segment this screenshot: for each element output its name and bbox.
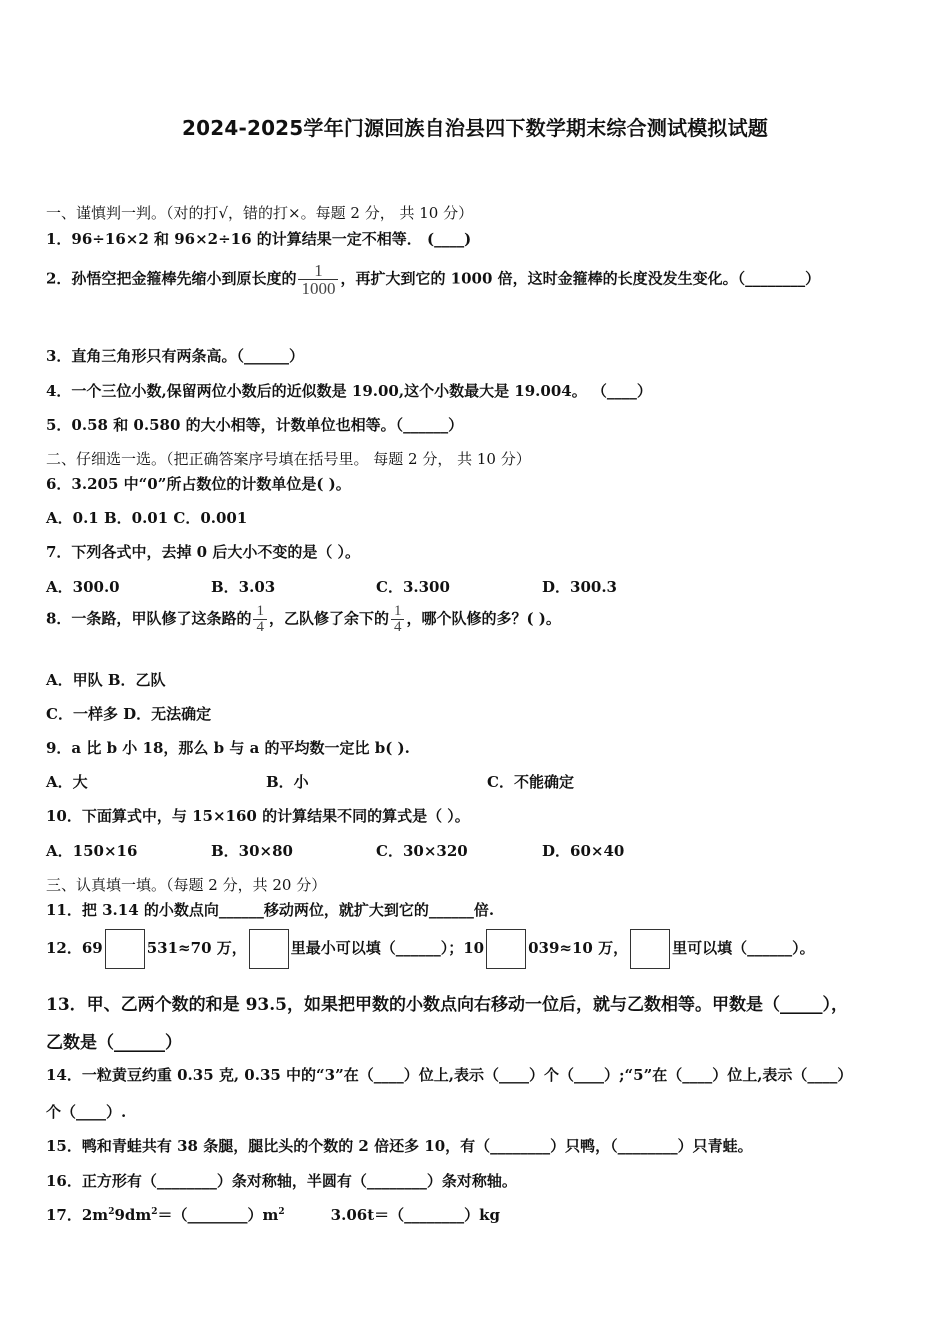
question-13-line-1: 13．甲、乙两个数的和是 93.5，如果把甲数的小数点向右移动一位后，就与乙数相等。甲数是（_____）， [46,995,848,1015]
fraction-numerator: 1 [298,262,338,280]
question-2 [46,262,820,297]
fraction-1-over-1000 [298,262,338,297]
page-title: 2024-2025学年门源回族自治县四下数学期末综合测试模拟试题 [181,116,769,140]
q17-part3: ＝（________）m [157,1206,279,1224]
q9-option-b: B．小 [266,773,309,791]
q8-options-1: A．甲队 B．乙队 [46,671,166,689]
section-2-heading: 二、仔细选一选。（把正确答案序号填在括号里。 每题 2 分， 共 10 分） [46,450,531,468]
question-15: 15．鸭和青蛙共有 38 条腿，腿比头的个数的 2 倍还多 10，有（________）只鸭，（________）只青蛙。 [46,1137,753,1155]
section-3-heading: 三、认真填一填。（每题 2 分，共 20 分） [46,876,327,894]
q10-option-d: D．60×40 [542,842,625,860]
fraction-numerator: 1 [391,604,405,620]
question-4: 4．一个三位小数,保留两位小数后的近似数是 19.00,这个小数最大是 19.004。 （____） [46,382,652,400]
q7-option-a: A．300.0 [46,578,120,596]
q17-part1: 17．2m [46,1206,109,1224]
question-9: 9．a 比 b 小 18，那么 b 与 a 的平均数一定比 b( ). [46,739,410,757]
superscript: 2 [278,1207,285,1217]
q12-part1: 12．69 [46,939,103,957]
question-1: 1．96÷16×2 和 96×2÷16 的计算结果一定不相等． (____) [46,230,472,248]
fraction-denominator: 4 [256,619,264,635]
fraction-1-over-4 [391,604,405,635]
question-8-middle: ，乙队修了余下的 [268,609,389,628]
q9-option-a: A．大 [46,773,88,791]
question-12 [46,929,815,969]
q7-option-d: D．300.3 [542,578,617,596]
question-10: 10．下面算式中，与 15×160 的计算结果不同的算式是（ ）。 [46,807,470,825]
question-2-before: 2．孙悟空把金箍棒先缩小到原长度的 [46,269,297,288]
question-11: 11．把 3.14 的小数点向______移动两位，就扩大到它的______倍. [46,901,495,919]
q17-part4: 3.06t＝（________）kg [330,1206,500,1224]
question-8 [46,604,561,635]
fraction-denominator: 4 [393,619,402,635]
question-14-line-2: 个（____）. [46,1103,127,1121]
question-6: 6．3.205 中“0”所占数位的计数单位是( )。 [46,475,351,493]
fraction-denominator: 1000 [301,279,336,298]
question-8-before: 8．一条路，甲队修了这条路的 [46,609,252,628]
superscript: 2 [151,1207,158,1217]
q7-option-b: B．3.03 [211,578,276,596]
fraction-1-over-4 [253,604,267,635]
question-6-options: A．0.1 B．0.01 C．0.001 [46,509,248,527]
question-13-line-2: 乙数是（______） [46,1033,182,1053]
q10-option-b: B．30×80 [211,842,293,860]
q10-option-a: A．150×16 [46,842,138,860]
q12-part3: 里最小可以填（______）；10 [290,939,485,957]
question-16: 16．正方形有（________）条对称轴，半圆有（________）条对称轴。 [46,1172,517,1190]
q12-part5: 里可以填（______）。 [672,939,815,957]
q9-option-c: C．不能确定 [487,773,574,791]
question-5: 5．0.58 和 0.580 的大小相等，计数单位也相等。（______） [46,416,464,434]
q12-part2: 531≈70 万， [146,939,247,957]
blank-box[interactable] [105,929,145,969]
section-1-heading: 一、谨慎判一判。（对的打√，错的打×。每题 2 分， 共 10 分） [46,204,474,222]
superscript: 2 [108,1207,115,1217]
q17-part2: 9dm [114,1206,152,1224]
blank-box[interactable] [249,929,289,969]
question-2-after: ，再扩大到它的 1000 倍，这时金箍棒的长度没发生变化。（________） [340,269,821,288]
blank-box[interactable] [486,929,526,969]
q10-option-c: C．30×320 [376,842,468,860]
q12-part4: 039≈10 万， [528,939,629,957]
question-14-line-1: 14．一粒黄豆约重 0.35 克, 0.35 中的“3”在（____）位上,表示（____）个（____）;“5”在（____）位上,表示（____） [46,1066,853,1084]
question-17 [46,1204,500,1225]
question-8-after: ，哪个队修的多？( )。 [406,609,561,628]
fraction-numerator: 1 [253,604,267,620]
q8-options-2: C．一样多 D．无法确定 [46,705,212,723]
question-3: 3．直角三角形只有两条高。（______） [46,347,304,365]
question-7: 7．下列各式中，去掉 0 后大小不变的是（ ）。 [46,543,361,561]
blank-box[interactable] [630,929,670,969]
q7-option-c: C．3.300 [376,578,450,596]
